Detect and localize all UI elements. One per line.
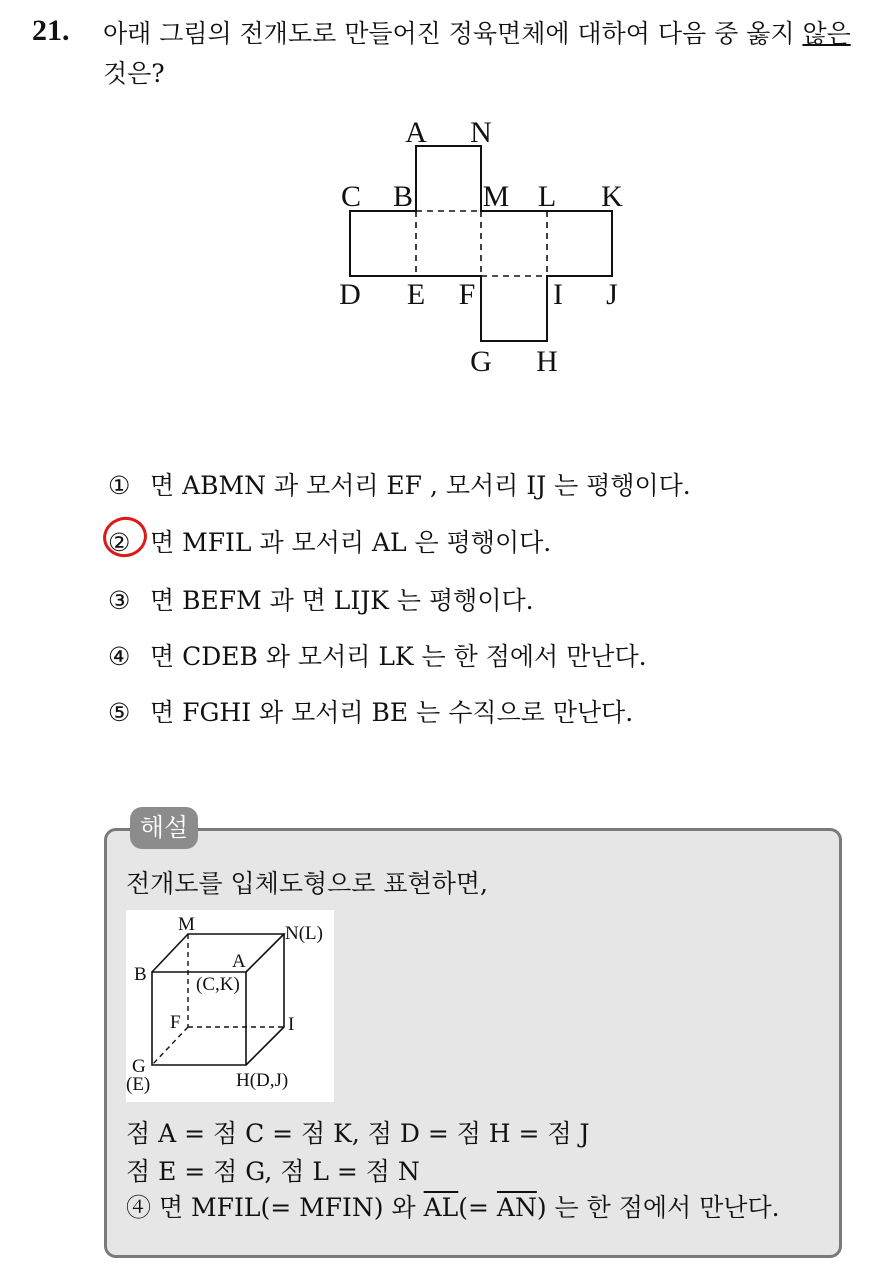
- segment-AL: $\overline{AL}$: [423, 1193, 459, 1222]
- solution-line-1: 점 A = 점 C = 점 K, 점 D = 점 H = 점 J: [126, 1119, 590, 1148]
- solution-intro: 전개도를 입체도형으로 표현하면,: [126, 869, 488, 898]
- choice-4[interactable]: [108, 637, 647, 673]
- question-number: 21.: [32, 14, 70, 47]
- cube-top-face: [152, 934, 284, 972]
- net-label-F: F: [458, 278, 476, 311]
- solution-line-2: 점 E = 점 G, 점 L = 점 N: [126, 1157, 420, 1186]
- cube-figure: [126, 910, 334, 1102]
- choice-text: 면 BEFM 과 면 LIJK 는 평행이다.: [150, 586, 534, 615]
- choice-text: 면 FGHI 와 모서리 BE 는 수직으로 만난다.: [150, 698, 634, 727]
- cube-drawing: [126, 910, 334, 1102]
- net-label-C: C: [340, 180, 362, 213]
- cube-label-B: B: [134, 964, 147, 985]
- question-text-end: 것은?: [103, 59, 165, 88]
- solution-line-3-start: ④ 면 MFIL(= MFIN) 와: [126, 1193, 424, 1222]
- cube-label-A: A: [232, 951, 246, 972]
- question-text-main: 아래 그림의 전개도로 만들어진 정육면체에 대하여 다음 중 옳지: [103, 19, 803, 48]
- cube-label-I: I: [288, 1014, 295, 1035]
- net-label-A: A: [405, 116, 427, 149]
- choice-marker: ③: [108, 586, 131, 615]
- cube-label-HDJ: H(D,J): [236, 1070, 289, 1091]
- solution-line-3-mid: (=: [458, 1193, 497, 1222]
- cube-label-E: (E): [126, 1074, 151, 1095]
- net-label-I: I: [553, 278, 563, 311]
- choice-2[interactable]: [108, 523, 551, 559]
- choice-marker: ①: [108, 471, 131, 500]
- cube-label-M: M: [178, 914, 195, 935]
- choice-marker: ②: [108, 528, 131, 557]
- net-label-H: H: [536, 345, 558, 378]
- cube-label-CK: (C,K): [196, 974, 240, 995]
- net-label-J: J: [606, 278, 618, 311]
- choice-marker: ⑤: [108, 698, 131, 727]
- solution-line-3: [126, 1188, 780, 1224]
- net-label-E: E: [406, 278, 426, 311]
- net-label-L: L: [537, 180, 557, 213]
- choice-text: 면 MFIL 과 모서리 AL 은 평행이다.: [150, 528, 552, 557]
- cube-label-F: F: [170, 1012, 181, 1033]
- net-outline: [350, 146, 612, 341]
- cube-label-G: G: [132, 1056, 146, 1077]
- choice-text: 면 CDEB 와 모서리 LK 는 한 점에서 만난다.: [150, 642, 647, 671]
- question-text: [103, 14, 873, 94]
- net-label-B: B: [392, 180, 414, 213]
- choice-1[interactable]: [108, 466, 691, 502]
- choice-5[interactable]: [108, 693, 633, 729]
- cube-net-diagram: [320, 110, 650, 380]
- choice-3[interactable]: [108, 581, 534, 617]
- net-label-K: K: [601, 180, 623, 213]
- segment-AN: $\overline{AN}$: [496, 1193, 537, 1222]
- solution-line-3-end: ) 는 한 점에서 만난다.: [536, 1193, 780, 1222]
- question-underlined: 않은: [802, 19, 851, 48]
- net-label-M: M: [482, 180, 510, 213]
- net-label-D: D: [339, 278, 361, 311]
- net-label-G: G: [470, 345, 492, 378]
- choice-text: 면 ABMN 과 모서리 EF , 모서리 IJ 는 평행이다.: [150, 471, 691, 500]
- solution-tag: 해설: [130, 807, 198, 849]
- choice-marker: ④: [108, 642, 131, 671]
- net-label-N: N: [470, 116, 492, 149]
- cube-label-NL: N(L): [285, 923, 323, 944]
